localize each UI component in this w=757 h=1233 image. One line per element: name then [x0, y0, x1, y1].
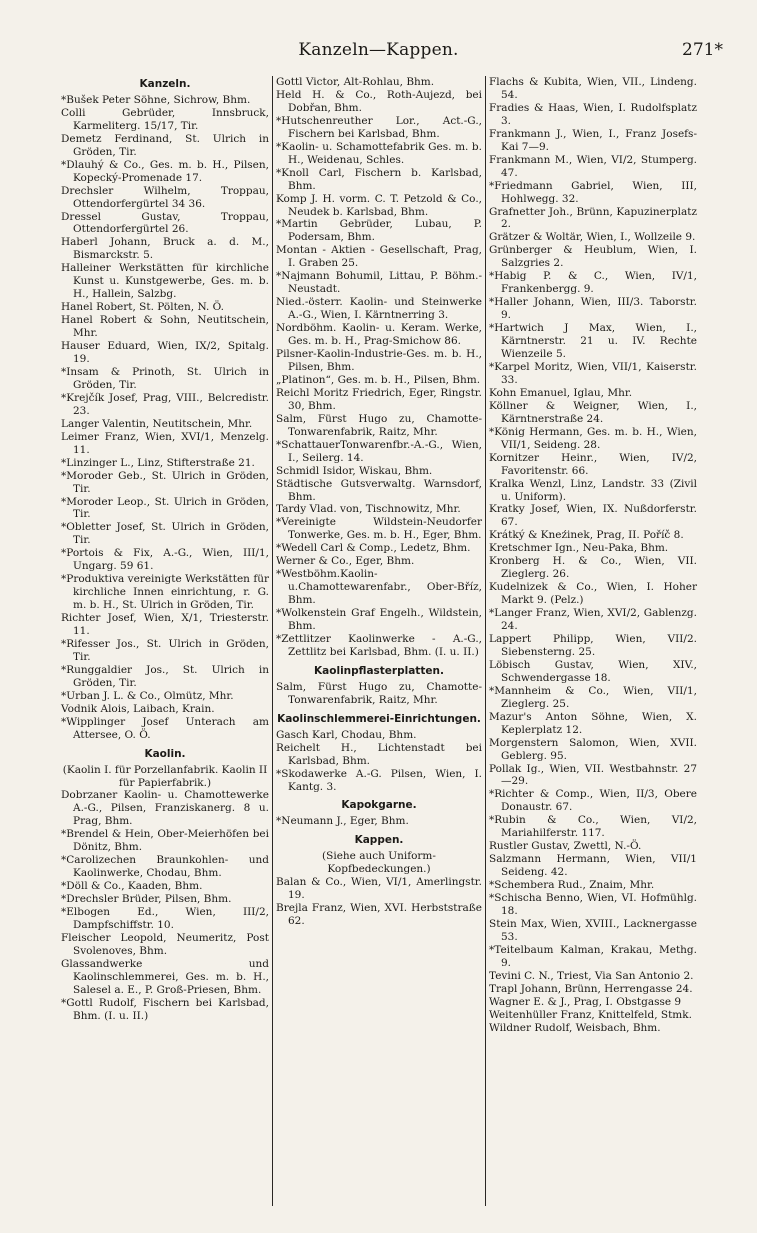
directory-entry: Langer Valentin, Neutitschein, Mhr.	[61, 417, 253, 430]
directory-entry: *Brendel & Hein, Ober-Meierhöfen bei Dönitz, Bhm.	[61, 828, 269, 854]
directory-entry: Stein Max, Wien, XVIII., Lacknergasse 53.	[489, 917, 697, 943]
directory-entry: Hanel Robert, St. Pölten, N. Ö.	[61, 301, 224, 314]
directory-entry: Halleiner Werkstätten für kirchliche Kunst u. Kunstgewerbe, Ges. m. b. H., Hallein, Salzbg.	[61, 262, 269, 301]
directory-entry: Kornitzer Heinr., Wien, IV/2, Favoritenstr. 66.	[489, 451, 697, 477]
directory-entry: Kudelnizek & Co., Wien, I. Hoher Markt 9. (Pelz.)	[489, 581, 697, 607]
directory-entry: Mazur's Anton Söhne, Wien, X. Keplerplatz 12.	[489, 710, 697, 736]
directory-entry: Dressel Gustav, Troppau, Ottendorfergürtel 26.	[61, 210, 269, 236]
directory-entry: *Dlauhý & Co., Ges. m. b. H., Pilsen, Kopecký-Promenade 17.	[61, 158, 269, 184]
directory-entry: *Zettlitzer Kaolinwerke - A.-G., Zettlitz bei Karlsbad, Bhm. (I. u. II.)	[276, 632, 482, 658]
directory-entry: Kohn Emanuel, Iglau, Mhr.	[489, 386, 633, 399]
directory-entry: *Linzinger L., Linz, Stifterstraße 21.	[61, 456, 255, 469]
directory-entry: Richter Josef, Wien, X/1, Triesterstr. 11.	[61, 612, 269, 638]
section-title: Kaolin.	[144, 747, 186, 760]
directory-entry: *Martin Gebrüder, Lubau, P. Podersam, Bhm.	[276, 218, 482, 244]
directory-entry: Löbisch Gustav, Wien, XIV., Schwendergasse 18.	[489, 658, 697, 684]
directory-entry: *Teitelbaum Kalman, Krakau, Methg. 9.	[489, 943, 697, 969]
section-note: (Siehe auch Uniform-Kopfbedeckungen.)	[322, 850, 436, 876]
directory-entry: Frankmann M., Wien, VI/2, Stumperg. 47.	[489, 153, 697, 179]
directory-entry: Held H. & Co., Roth-Aujezd, bei Dobřan, Bhm.	[276, 88, 482, 114]
directory-entry: Grünberger & Heublum, Wien, I. Salzgries 2.	[489, 244, 697, 270]
section-title: Kapokgarne.	[341, 799, 417, 812]
directory-entry: *Rubin & Co., Wien, VI/2, Mariahilferstr. 117.	[489, 814, 697, 840]
directory-entry: Fleischer Leopold, Neumeritz, Post Svolenoves, Bhm.	[61, 931, 269, 957]
directory-entry: Balan & Co., Wien, VI/1, Amerlingstr. 19.	[276, 876, 482, 902]
directory-entry: *Bušek Peter Söhne, Sichrow, Bhm.	[61, 93, 251, 106]
directory-entry: *Langer Franz, Wien, XVI/2, Gablenzg. 24.	[489, 607, 697, 633]
directory-entry: *Knoll Carl, Fischern b. Karlsbad, Bhm.	[276, 166, 482, 192]
directory-entry: *Krejčík Josef, Prag, VIII., Belcredistr. 23.	[61, 391, 269, 417]
column-middle	[272, 76, 486, 1206]
directory-entry: Schmidl Isidor, Wiskau, Bhm.	[276, 464, 433, 477]
directory-entry: Dobrzaner Kaolin- u. Chamottewerke A.-G., Pilsen, Franziskanerg. 8 u. Prag, Bhm.	[61, 789, 269, 828]
directory-entry: *Mannheim & Co., Wien, VII/1, Zieglerg. 25.	[489, 684, 697, 710]
directory-entry: Leimer Franz, Wien, XVI/1, Menzelg. 11.	[61, 430, 269, 456]
directory-entry: Komp J. H. vorm. C. T. Petzold & Co., Neudek b. Karlsbad, Bhm.	[276, 192, 482, 218]
directory-entry: *Wedell Carl & Comp., Ledetz, Bhm.	[276, 542, 471, 555]
directory-entry: Gasch Karl, Chodau, Bhm.	[276, 728, 417, 741]
directory-entry: *Richter & Comp., Wien, II/3, Obere Donaustr. 67.	[489, 788, 697, 814]
page-header	[0, 40, 757, 70]
directory-entry: Haberl Johann, Bruck a. d. M., Bismarckstr. 5.	[61, 236, 269, 262]
directory-entry: Kralka Wenzl, Linz, Landstr. 33 (Zivil u. Uniform).	[489, 477, 697, 503]
directory-entry: *Habig P. & C., Wien, IV/1, Frankenbergg. 9.	[489, 270, 697, 296]
directory-entry: Nied.-österr. Kaolin- und Steinwerke A.-G., Wien, I. Kärntnerring 3.	[276, 296, 482, 322]
directory-entry: Morgenstern Salomon, Wien, XVII. Geblerg. 95.	[489, 736, 697, 762]
section-title: Kaolinschlemmerei-Einrichtungen.	[277, 712, 481, 725]
directory-entry: Werner & Co., Eger, Bhm.	[276, 555, 415, 568]
directory-entry: Wagner E. & J., Prag, I. Obstgasse 9	[489, 995, 682, 1008]
directory-entry: Wildner Rudolf, Weisbach, Bhm.	[489, 1021, 661, 1034]
directory-entry: *Kaolin- u. Schamottefabrik Ges. m. b. H., Weidenau, Schles.	[276, 140, 482, 166]
directory-entry: Montan - Aktien - Gesellschaft, Prag, I. Graben 25.	[276, 244, 482, 270]
directory-entry: Pilsner-Kaolin-Industrie-Ges. m. b. H., Pilsen, Bhm.	[276, 348, 482, 373]
directory-columns	[58, 76, 700, 1206]
directory-entry: *Döll & Co., Kaaden, Bhm.	[61, 880, 203, 893]
directory-entry: Demetz Ferdinand, St. Ulrich in Gröden, Tir.	[61, 132, 269, 158]
directory-entry: *Urban J. L. & Co., Olmütz, Mhr.	[61, 689, 234, 702]
directory-entry: „Platinon“, Ges. m. b. H., Pilsen, Bhm.	[276, 373, 481, 386]
page-number: 271*	[682, 40, 723, 60]
directory-entry: Pollak Ig., Wien, VII. Westbahnstr. 27—29.	[489, 762, 697, 788]
directory-entry: *Moroder Leop., St. Ulrich in Gröden, Tir.	[61, 495, 269, 521]
directory-entry: *Vereinigte Wildstein-Neudorfer Tonwerke, Ges. m. b. H., Eger, Bhm.	[276, 516, 482, 542]
directory-entry: Vodnik Alois, Laibach, Krain.	[61, 702, 215, 715]
column-left	[58, 76, 272, 1206]
directory-entry: Köllner & Weigner, Wien, I., Kärntnerstraße 24.	[489, 399, 697, 425]
directory-entry: *Karpel Moritz, Wien, VII/1, Kaiserstr. 33.	[489, 360, 697, 386]
directory-entry: *SchattauerTonwarenfbr.-A.-G., Wien, I., Seilerg. 14.	[276, 438, 482, 464]
section-title: Kanzeln.	[139, 78, 191, 90]
directory-entry: Flachs & Kubita, Wien, VII., Lindeng. 54.	[489, 76, 697, 101]
directory-entry: *Wolkenstein Graf Engelh., Wildstein, Bhm.	[276, 607, 482, 633]
directory-entry: *Wipplinger Josef Unterach am Attersee, O. Ö.	[61, 715, 269, 741]
section-title: Kappen.	[354, 834, 404, 847]
directory-entry: *König Hermann, Ges. m. b. H., Wien, VII/1, Seideng. 28.	[489, 425, 697, 451]
directory-entry: *Haller Johann, Wien, III/3. Taborstr. 9.	[489, 296, 697, 322]
directory-entry: Reichl Moritz Friedrich, Eger, Ringstr. 30, Bhm.	[276, 386, 482, 412]
directory-entry: *Westböhm.Kaolin-u.Chamottewarenfabr., Ober-Bříz, Bhm.	[276, 568, 482, 607]
directory-entry: *Elbogen Ed., Wien, III/2, Dampfschiffstr. 10.	[61, 906, 269, 931]
directory-entry: *Neumann J., Eger, Bhm.	[276, 815, 409, 828]
directory-entry: *Schischa Benno, Wien, VI. Hofmühlg. 18.	[489, 892, 697, 917]
directory-entry: Gottl Victor, Alt-Rohlau, Bhm.	[276, 76, 435, 88]
directory-entry: Salzmann Hermann, Wien, VII/1 Seideng. 42.	[489, 853, 697, 879]
directory-entry: *Hartwich J Max, Wien, I., Kärntnerstr. 21 u. IV. Rechte Wienzeile 5.	[489, 322, 697, 361]
directory-entry: Glassandwerke und Kaolinschlemmerei, Ges. m. b. H., Salesel a. E., P. Groß-Priesen, Bhm.	[61, 957, 269, 996]
directory-entry: Hauser Eduard, Wien, IX/2, Spitalg. 19.	[61, 340, 269, 366]
directory-entry: Rustler Gustav, Zwettl, N.-Ö.	[489, 840, 642, 853]
directory-entry: Hanel Robert & Sohn, Neutitschein, Mhr.	[61, 314, 269, 340]
directory-entry: *Skodawerke A.-G. Pilsen, Wien, I. Kantg. 3.	[276, 767, 482, 793]
directory-entry: *Rifesser Jos., St. Ulrich in Gröden, Tir.	[61, 637, 269, 663]
directory-entry: Frankmann J., Wien, I., Franz Josefs-Kai 7—9.	[489, 127, 697, 153]
directory-entry: *Obletter Josef, St. Ulrich in Gröden, Tir.	[61, 521, 269, 547]
directory-entry: Trapl Johann, Brünn, Herrengasse 24.	[489, 982, 693, 995]
directory-entry: *Runggaldier Jos., St. Ulrich in Gröden, Tir.	[61, 663, 269, 689]
directory-entry: Weitenhüller Franz, Knittelfeld, Stmk.	[489, 1008, 692, 1021]
directory-entry: *Najmann Bohumil, Littau, P. Böhm.-Neustadt.	[276, 270, 482, 296]
directory-entry: Lappert Philipp, Wien, VII/2. Siebensterng. 25.	[489, 632, 697, 658]
page-title: Kanzeln—Kappen.	[298, 40, 459, 60]
directory-entry: *Schembera Rud., Znaim, Mhr.	[489, 879, 655, 892]
directory-entry: *Insam & Prinoth, St. Ulrich in Gröden, Tir.	[61, 365, 269, 391]
directory-entry: Colli Gebrüder, Innsbruck, Karmeliterg. 15/17, Tir.	[61, 106, 269, 132]
directory-entry: Städtische Gutsverwaltg. Warnsdorf, Bhm.	[276, 477, 482, 503]
directory-entry: Tardy Vlad. von, Tischnowitz, Mhr.	[276, 503, 461, 516]
directory-entry: *Moroder Geb., St. Ulrich in Gröden, Tir.	[61, 469, 269, 495]
directory-entry: Kretschmer Ign., Neu-Paka, Bhm.	[489, 542, 669, 555]
section-note: (Kaolin I. für Porzellanfabrik. Kaolin II für Papierfabrik.)	[62, 763, 268, 789]
directory-entry: *Produktiva vereinigte Werkstätten für kirchliche Innen einrichtung, r. G. m. b. H., St. Ulrich in Gröden, Tir.	[61, 573, 269, 612]
directory-entry: Grätzer & Woltär, Wien, I., Wollzeile 9.	[489, 231, 696, 244]
directory-entry: *Drechsler Brüder, Pilsen, Bhm.	[61, 893, 232, 906]
directory-entry: Reichelt H., Lichtenstadt bei Karlsbad, Bhm.	[276, 741, 482, 767]
directory-entry: Kronberg H. & Co., Wien, VII. Zieglerg. 26.	[489, 555, 697, 581]
directory-entry: Kratky Josef, Wien, IX. Nußdorferstr. 67.	[489, 503, 697, 529]
directory-entry: Salm, Fürst Hugo zu, Chamotte-Tonwarenfabrik, Raitz, Mhr.	[276, 412, 482, 438]
directory-entry: Drechsler Wilhelm, Troppau, Ottendorfergürtel 34 36.	[61, 184, 269, 210]
directory-entry: Fradies & Haas, Wien, I. Rudolfsplatz 3.	[489, 101, 697, 127]
directory-entry: *Friedmann Gabriel, Wien, III, Hohlwegg. 32.	[489, 179, 697, 205]
column-right	[486, 76, 700, 1206]
directory-entry: Nordböhm. Kaolin- u. Keram. Werke, Ges. m. b. H., Prag-Smichow 86.	[276, 322, 482, 348]
directory-entry: Brejla Franz, Wien, XVI. Herbststraße 62.	[276, 902, 482, 928]
section-title: Kaolinpflasterplatten.	[314, 664, 444, 677]
directory-entry: Grafnetter Joh., Brünn, Kapuzinerplatz 2.	[489, 205, 697, 231]
directory-entry: *Gottl Rudolf, Fischern bei Karlsbad, Bhm. (I. u. II.)	[61, 996, 269, 1022]
directory-entry: *Hutschenreuther Lor., Act.-G., Fischern bei Karlsbad, Bhm.	[276, 114, 482, 140]
directory-entry: Tevini C. N., Triest, Via San Antonio 2.	[489, 969, 694, 982]
directory-entry: Salm, Fürst Hugo zu, Chamotte-Tonwarenfabrik, Raitz, Mhr.	[276, 680, 482, 706]
directory-entry: *Carolizechen Braunkohlen- und Kaolinwerke, Chodau, Bhm.	[61, 854, 269, 880]
directory-entry: *Portois & Fix, A.-G., Wien, III/1, Ungarg. 59 61.	[61, 547, 269, 573]
directory-entry: Krátký & Kneźinek, Prag, II. Poříč 8.	[489, 529, 684, 542]
